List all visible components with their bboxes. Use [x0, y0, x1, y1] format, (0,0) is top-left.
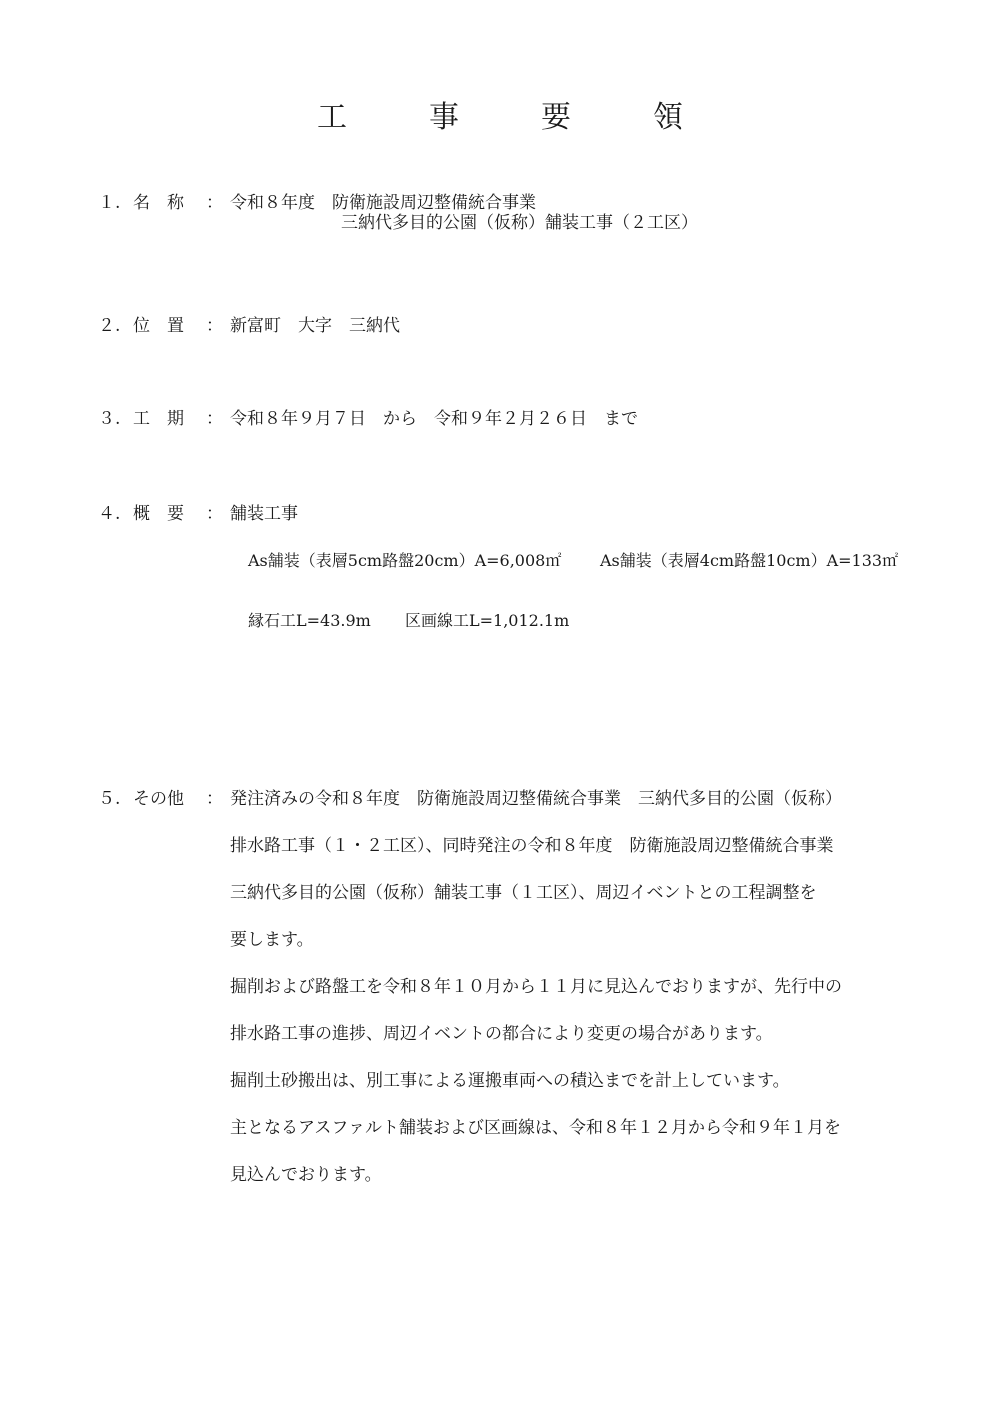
section-2-number: ２. [98, 316, 121, 336]
section-4-detail-1: As舗装（表層5cm路盤20cm）A=6,008㎡ [248, 551, 562, 570]
section-1-label: 名 称 [133, 193, 184, 213]
section-4-detail-3: 縁石工L=43.9m [248, 611, 371, 630]
section-5-line-8: 主となるアスファルト舗装および区画線は、令和８年１２月から令和９年１月を [230, 1118, 841, 1138]
section-4-label: 概 要 [133, 504, 184, 524]
section-3-number: ３. [98, 409, 121, 429]
section-3-label: 工 期 [133, 409, 184, 429]
section-5-line-4: 要します。 [230, 930, 314, 950]
section-1-number: １. [98, 193, 121, 213]
section-5-line-9: 見込んでおります。 [230, 1165, 382, 1185]
section-2-label: 位 置 [133, 316, 184, 336]
section-5-line-7: 掘削土砂搬出は、別工事による運搬車両への積込までを計上しています。 [230, 1071, 790, 1091]
section-4-detail-2: As舗装（表層4cm路盤10cm）A=133㎡ [600, 551, 899, 570]
section-1-colon: ： [206, 193, 223, 213]
section-5-number: ５. [98, 789, 121, 809]
section-4-colon: ： [206, 504, 223, 524]
page-title: 工 事 要 領 [317, 100, 709, 135]
section-4-number: ４. [98, 504, 121, 524]
section-5-label: その他 [133, 789, 184, 809]
section-5-line-2: 排水路工事（１・２工区）、同時発注の令和８年度 防衛施設周辺整備統合事業 [230, 836, 834, 856]
section-2-colon: ： [206, 316, 223, 336]
section-5-line-3: 三納代多目的公園（仮称）舗装工事（１工区）、周辺イベントとの工程調整を [230, 883, 817, 903]
section-4-line-1: 舗装工事 [230, 504, 298, 524]
section-4-detail-4: 区画線工L=1,012.1m [405, 611, 570, 630]
section-1-line-1: 令和８年度 防衛施設周辺整備統合事業 [230, 193, 536, 213]
section-3-colon: ： [206, 409, 223, 429]
section-5-line-6: 排水路工事の進捗、周辺イベントの都合により変更の場合があります。 [230, 1024, 773, 1044]
section-5-colon: ： [206, 789, 223, 809]
section-5-line-1: 発注済みの令和８年度 防衛施設周辺整備統合事業 三納代多目的公園（仮称） [230, 789, 842, 809]
section-5-line-5: 掘削および路盤工を令和８年１０月から１１月に見込んでおりますが、先行中の [230, 977, 842, 997]
section-1-line-2: 三納代多目的公園（仮称）舗装工事（２工区） [341, 213, 698, 233]
section-2-line-1: 新富町 大字 三納代 [230, 316, 400, 336]
section-3-line-1: 令和８年９月７日 から 令和９年２月２６日 まで [230, 409, 638, 429]
